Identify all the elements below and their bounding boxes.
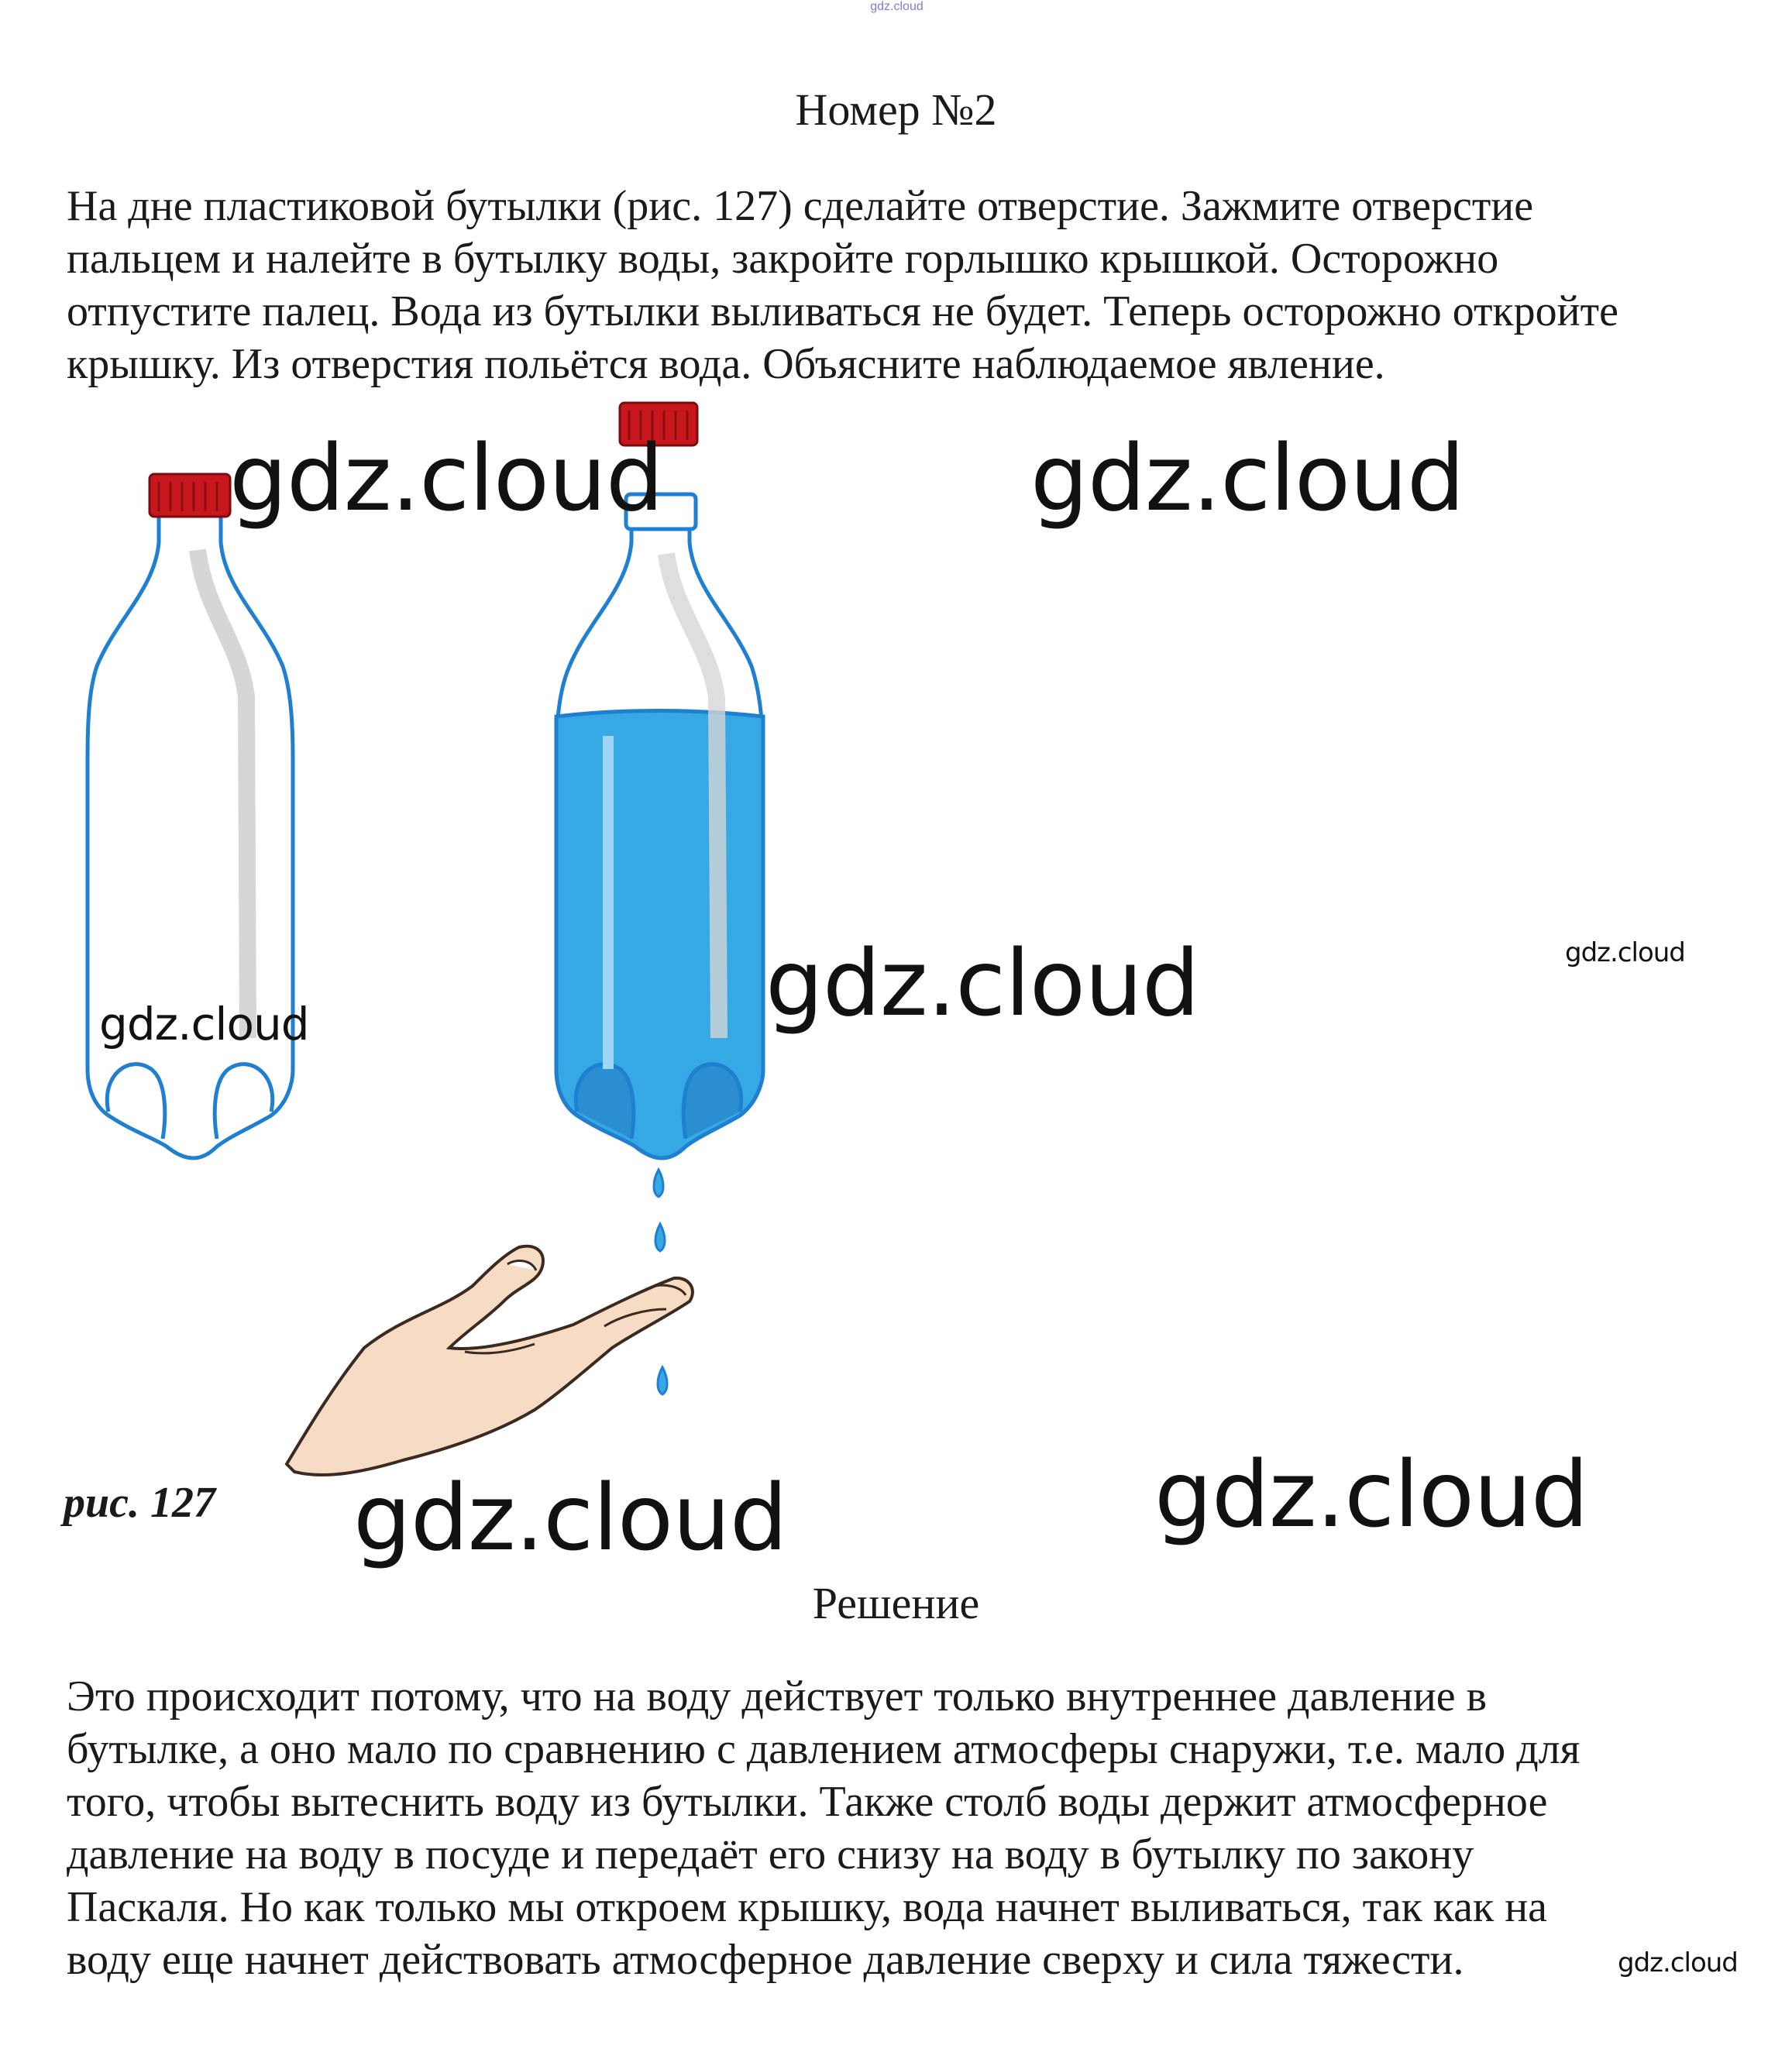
solution-text <box>67 1670 1756 1986</box>
left-bottle <box>88 474 293 1158</box>
solution-line: того, чтобы вытеснить воду из бутылки. Также столб воды держит атмосферное <box>67 1778 1548 1826</box>
watermark: gdz.cloud <box>1154 1441 1588 1548</box>
solution-line: Паскаля. Но как только мы откроем крышку, вода начнет выливаться, так как на <box>67 1883 1548 1931</box>
watermark: gdz.cloud <box>353 1464 787 1571</box>
figure-caption: рис. 127 <box>64 1479 215 1527</box>
solution-heading: Решение <box>812 1578 980 1628</box>
watermark: gdz.cloud <box>1030 425 1464 531</box>
page-title: Номер №2 <box>795 84 997 135</box>
task-line: отпустите палец. Вода из бутылки выливаться не будет. Теперь осторожно откройте <box>67 287 1618 335</box>
watermark: gdz.cloud <box>1618 1947 1738 1978</box>
watermark: gdz.cloud <box>765 930 1199 1036</box>
watermark: gdz.cloud <box>99 998 309 1050</box>
task-line: На дне пластиковой бутылки (рис. 127) сделайте отверстие. Зажмите отверстие <box>67 182 1534 230</box>
task-text <box>67 180 1756 390</box>
solution-line: бутылке, а оно мало по сравнению с давлением атмосферы снаружи, т.е. мало для <box>67 1725 1580 1773</box>
watermark: gdz.cloud <box>1565 937 1685 968</box>
site-watermark-top: gdz.cloud <box>870 0 924 13</box>
solution-line: Это происходит потому, что на воду действует только внутреннее давление в <box>67 1672 1488 1720</box>
solution-line: давление на воду в посуде и передаёт его снизу на воду в бутылку по закону <box>67 1830 1474 1879</box>
hand-illustration <box>287 1246 693 1475</box>
task-line: крышку. Из отверстия польётся вода. Объясните наблюдаемое явление. <box>67 340 1385 388</box>
watermark: gdz.cloud <box>229 425 663 531</box>
solution-line: воду еще начнет действовать атмосферное давление сверху и сила тяжести. <box>67 1936 1464 1984</box>
task-line: пальцем и налейте в бутылку воды, закройте горлышко крышкой. Осторожно <box>67 235 1499 283</box>
